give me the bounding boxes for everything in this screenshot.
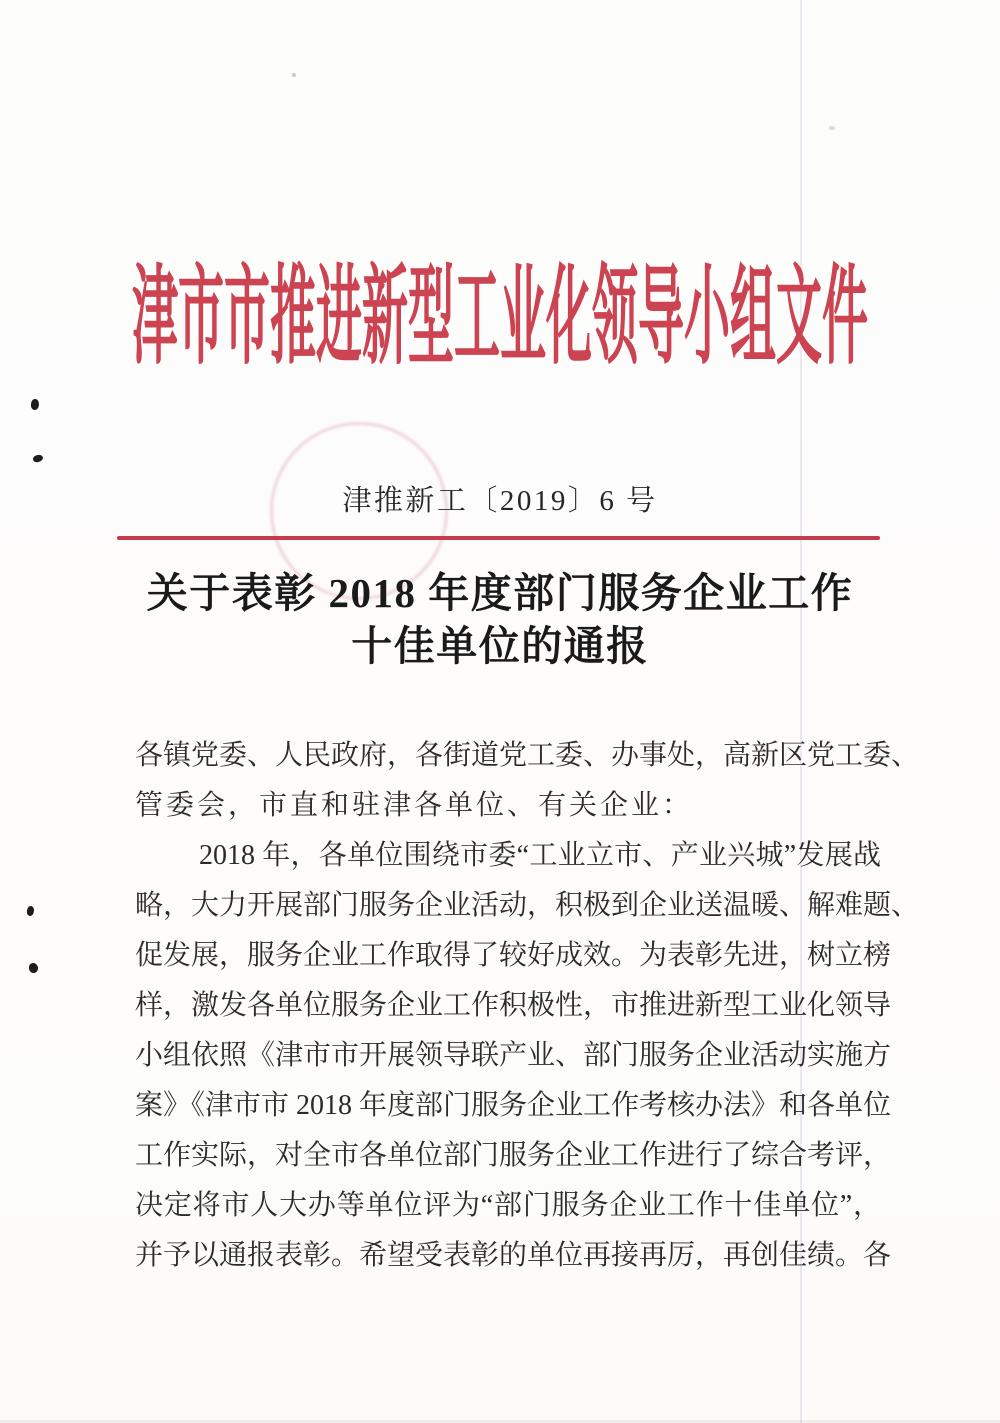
ink-speck bbox=[32, 454, 44, 464]
body-line: 促发展，服务企业工作取得了较好成效。为表彰先进，树立榜 bbox=[135, 940, 892, 971]
red-divider-rule bbox=[117, 536, 880, 540]
body-line: 并予以通报表彰。希望受表彰的单位再接再厉，再创佳绩。各 bbox=[135, 1240, 892, 1271]
document-title-line-1: 关于表彰 2018 年度部门服务企业工作 bbox=[146, 570, 854, 616]
document-title bbox=[0, 567, 1000, 673]
body-line: 管委会，市直和驻津各单位、有关企业： bbox=[135, 790, 694, 821]
body-line: 决定将市人大办等单位评为“部门服务企业工作十佳单位”， bbox=[135, 1190, 881, 1221]
document-title-line-2: 十佳单位的通报 bbox=[351, 623, 649, 669]
body-line: 小组依照《津市市开展领导联产业、部门服务企业活动实施方 bbox=[135, 1040, 892, 1071]
body-line: 样，激发各单位服务企业工作积极性，市推进新型工业化领导 bbox=[135, 990, 892, 1021]
body-text-block bbox=[135, 731, 920, 1281]
ink-speck bbox=[29, 963, 39, 974]
letterhead-org-title: 津市市推进新型工业化领导小组文件 bbox=[132, 256, 868, 377]
ink-speck bbox=[30, 398, 39, 410]
body-line: 各镇党委、人民政府，各街道党工委、办事处，高新区党工委、 bbox=[135, 740, 920, 771]
body-line: 工作实际，对全市各单位部门服务企业工作进行了综合考评， bbox=[135, 1140, 892, 1171]
document-number: 津推新工〔2019〕6 号 bbox=[342, 485, 658, 517]
body-line: 略，大力开展部门服务企业活动，积极到企业送温暖、解难题、 bbox=[135, 890, 920, 921]
ink-speck-pink bbox=[829, 126, 835, 130]
ink-speck bbox=[26, 905, 35, 916]
dust-speck bbox=[292, 73, 296, 77]
body-line: 案》《津市市 2018 年度部门服务企业工作考核办法》和各单位 bbox=[135, 1090, 892, 1121]
body-line: 2018 年，各单位围绕市委“工业立市、产业兴城”发展战 bbox=[199, 840, 881, 871]
